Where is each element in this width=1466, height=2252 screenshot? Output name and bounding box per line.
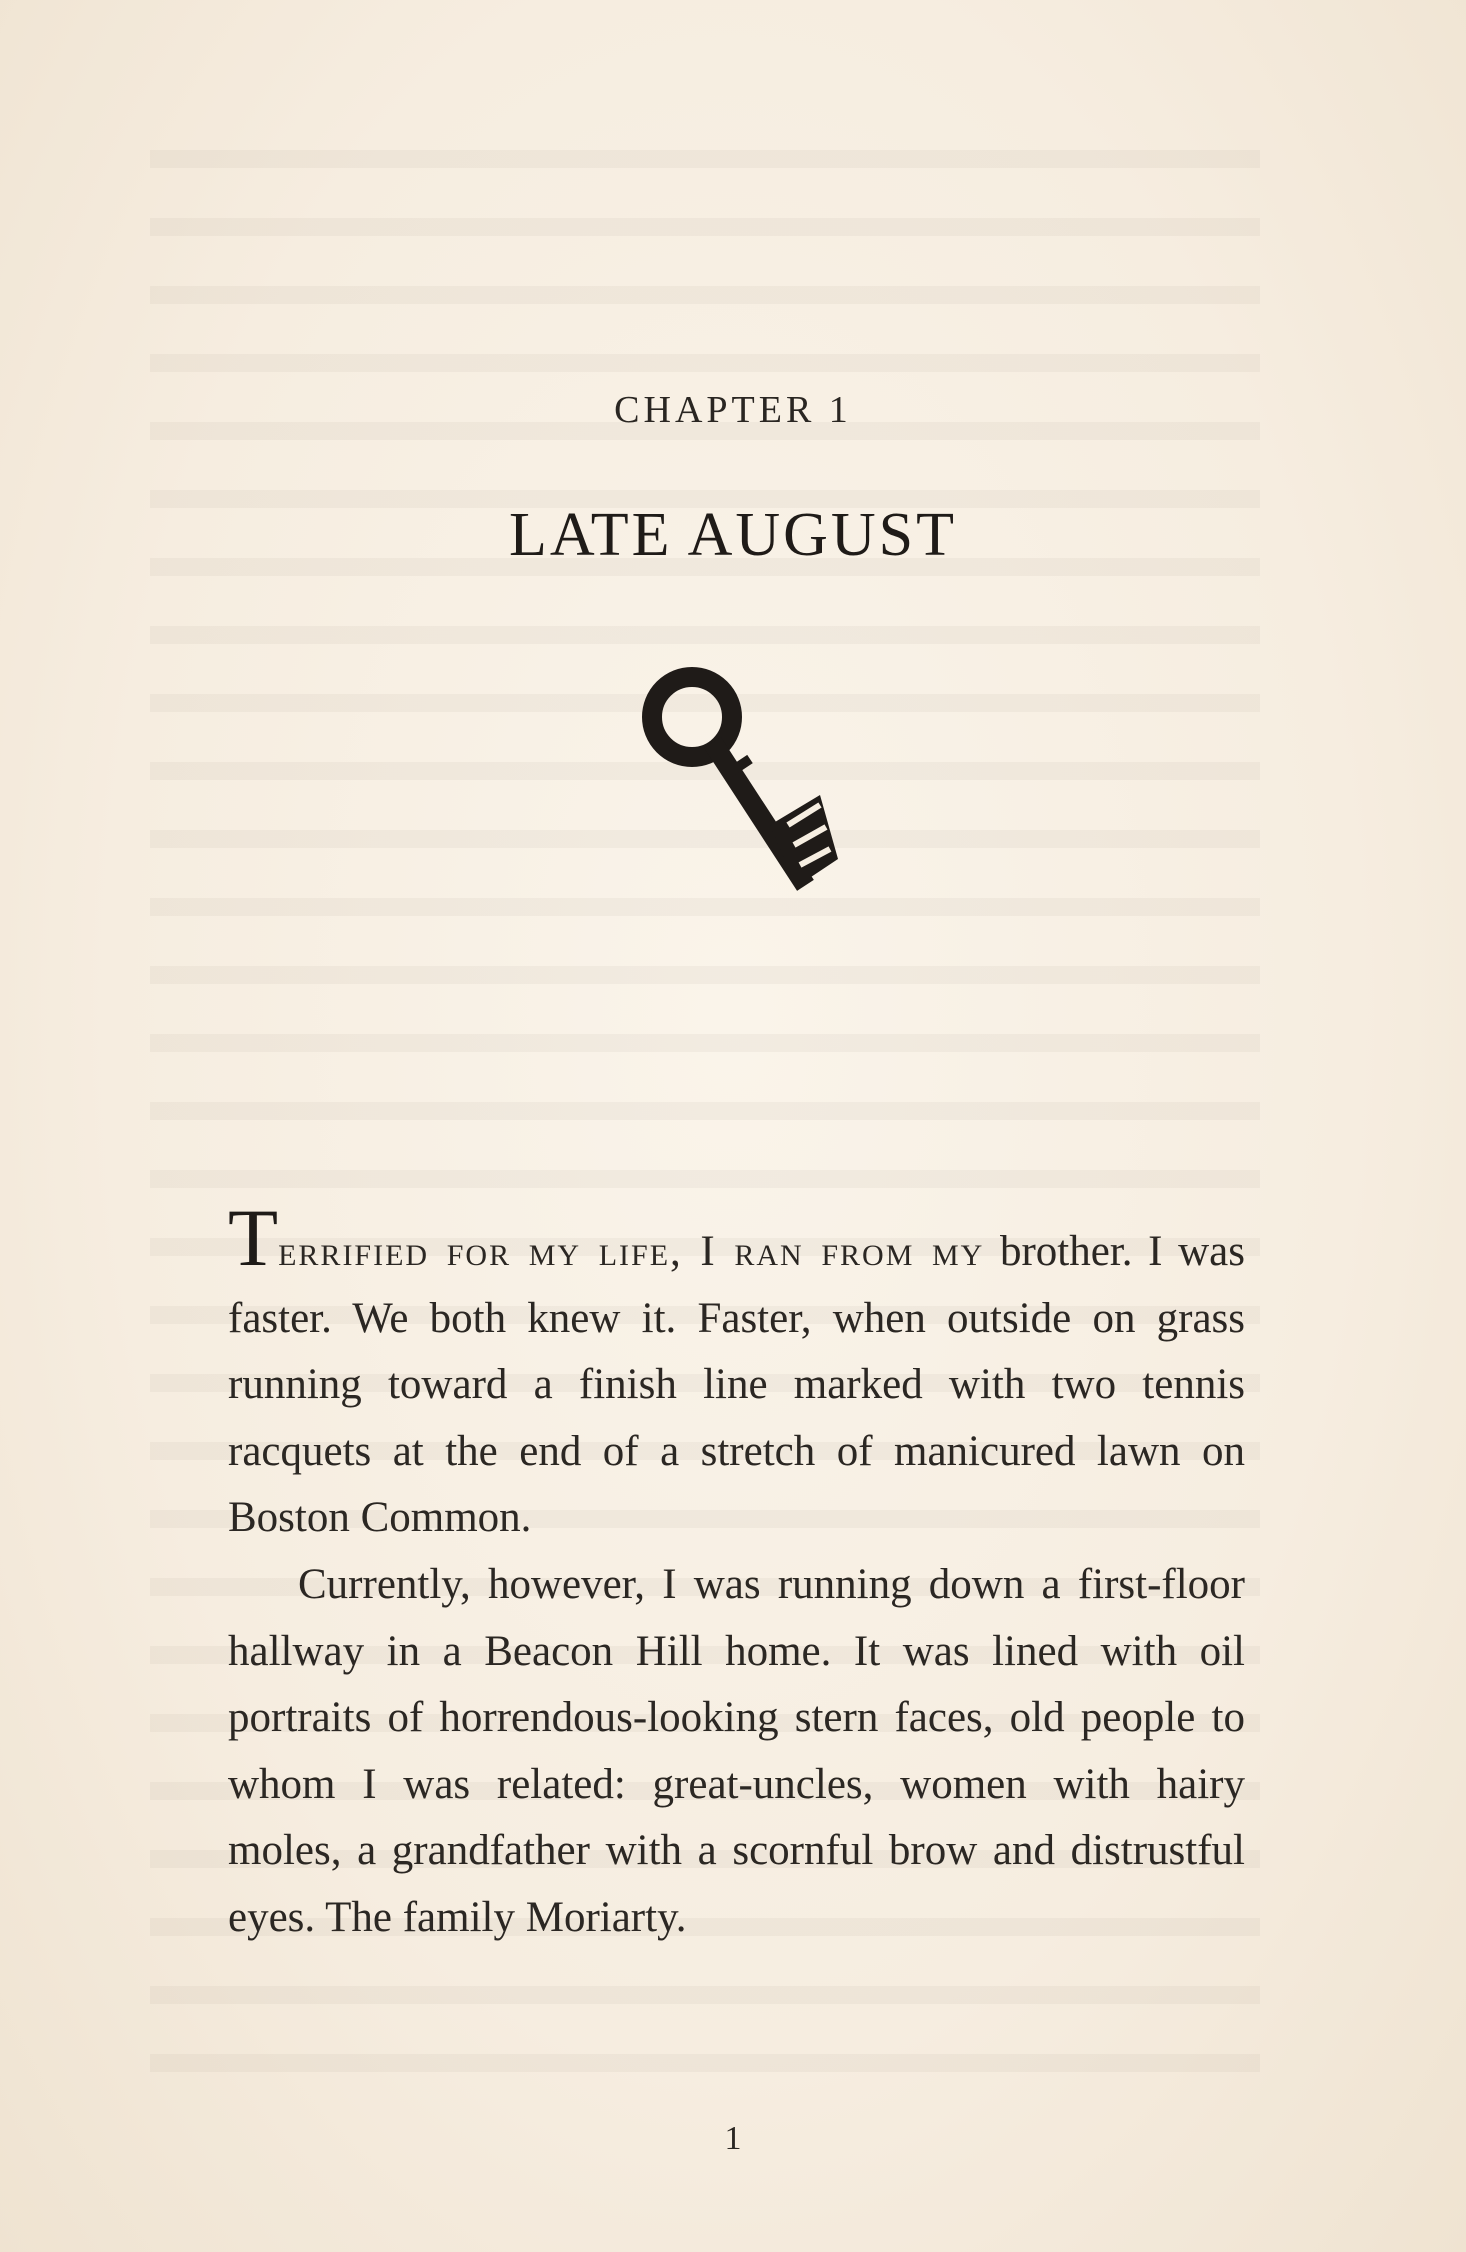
chapter-title: LATE AUGUST: [508, 501, 958, 569]
page-number: 1: [724, 2120, 742, 2157]
lead-in-smallcaps: errified for my life, I ran from my: [278, 1228, 985, 1275]
paragraph-1-text: brother. I was faster. We both knew it. Faster, when outside on grass running toward a finish line marked with two tennis racquets at the end of a stretch of manicured lawn on Boston Common.: [228, 1228, 1245, 1542]
chapter-body: [228, 1192, 1245, 1952]
paragraph-1: [228, 1192, 1245, 1552]
drop-cap: T: [228, 1192, 279, 1283]
chapter-number: CHAPTER 1: [614, 389, 852, 431]
skeleton-key-icon: [630, 655, 840, 915]
paragraph-2: Currently, however, I was running down a first-floor hallway in a Beacon Hill home. It was lined with oil portraits of horrendous-looking stern faces, old people to whom I was related: great-uncles, women with hairy moles, a grandfather with a scornful brow and distrustful eyes. The family Moriarty.: [228, 1560, 1245, 1941]
